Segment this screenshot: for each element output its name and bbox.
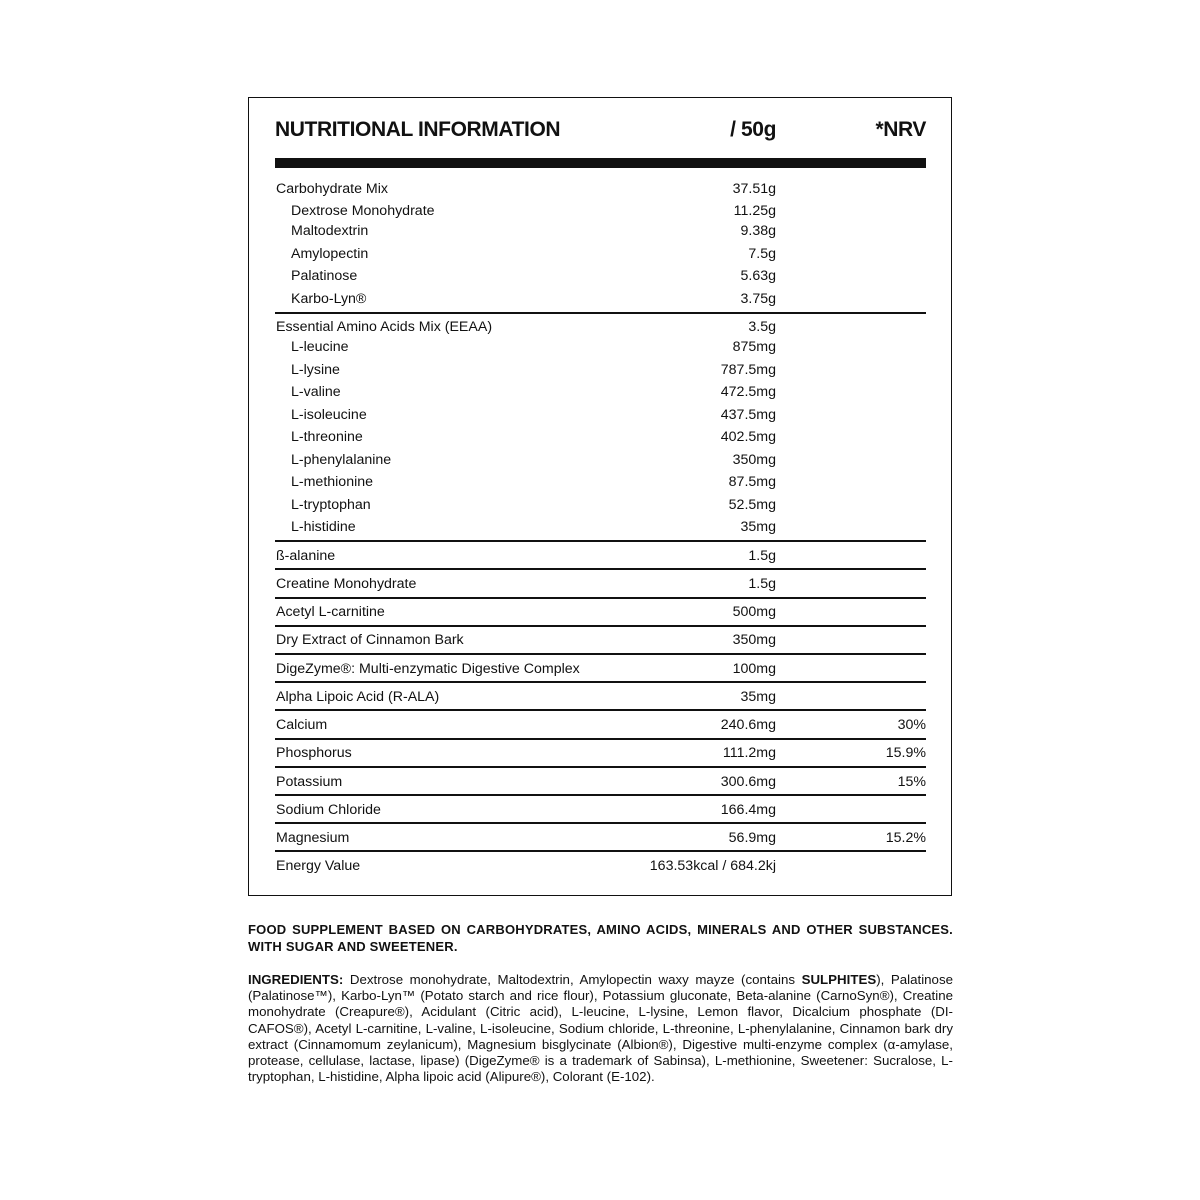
nutrient-name: L-tryptophan <box>291 497 371 513</box>
table-row <box>275 629 926 651</box>
nutrient-amount: 163.53kcal / 684.2kj <box>649 858 776 874</box>
table-row <box>275 200 926 222</box>
table-row <box>275 316 926 338</box>
row-divider <box>275 540 926 542</box>
row-divider <box>275 653 926 655</box>
nutrient-amount: 350mg <box>732 632 776 648</box>
nutrient-amount: 9.38g <box>740 223 776 239</box>
row-divider <box>275 766 926 768</box>
table-row <box>275 742 926 764</box>
nutrient-amount: 402.5mg <box>720 429 776 445</box>
table-row <box>275 449 926 471</box>
row-divider <box>275 597 926 599</box>
nutrient-amount: 3.75g <box>740 291 776 307</box>
table-row <box>275 288 926 310</box>
nutrient-amount: 11.25g <box>733 203 776 219</box>
table-row <box>275 799 926 821</box>
nutrient-amount: 787.5mg <box>720 362 776 378</box>
table-row <box>275 494 926 516</box>
table-row <box>275 771 926 793</box>
row-divider <box>275 568 926 570</box>
row-divider <box>275 794 926 796</box>
nutrient-name: Carbohydrate Mix <box>276 181 388 197</box>
nutrient-amount: 1.5g <box>748 576 776 592</box>
nutrient-name: L-threonine <box>291 429 363 445</box>
table-row <box>275 471 926 493</box>
row-divider <box>275 681 926 683</box>
nutrient-nrv: 15.9% <box>885 745 926 761</box>
nutrient-amount: 875mg <box>732 339 776 355</box>
allergen-sulphites: SULPHITES <box>801 972 877 987</box>
nutrient-name: Amylopectin <box>291 246 369 262</box>
nutrient-nrv: 15% <box>897 774 926 790</box>
table-row <box>275 545 926 567</box>
table-row <box>275 265 926 287</box>
nutrient-amount: 472.5mg <box>720 384 776 400</box>
nutrient-name: Sodium Chloride <box>276 802 381 818</box>
ingredients-paragraph <box>248 972 953 1085</box>
nutrient-name: Magnesium <box>276 830 350 846</box>
table-row <box>275 686 926 708</box>
row-divider <box>275 709 926 711</box>
nutrient-name: Acetyl L-carnitine <box>276 604 385 620</box>
nutrient-name: L-valine <box>291 384 341 400</box>
nutrient-amount: 52.5mg <box>728 497 776 513</box>
nutrient-name: Essential Amino Acids Mix (EEAA) <box>276 319 493 335</box>
nutrient-name: Energy Value <box>276 858 361 874</box>
nutrient-name: Dry Extract of Cinnamon Bark <box>276 632 464 648</box>
table-row <box>275 243 926 265</box>
nutrient-name: Alpha Lipoic Acid (R-ALA) <box>276 689 440 705</box>
table-title: NUTRITIONAL INFORMATION <box>275 118 561 141</box>
nutrient-name: L-histidine <box>291 519 356 535</box>
nutrient-amount: 300.6mg <box>720 774 776 790</box>
nutrient-amount: 111.2mg <box>722 745 776 761</box>
nutrient-amount: 7.5g <box>748 246 776 262</box>
nutrient-name: Potassium <box>276 774 343 790</box>
nutrient-name: L-isoleucine <box>291 407 367 423</box>
row-divider <box>275 822 926 824</box>
table-row <box>275 601 926 623</box>
row-divider <box>275 312 926 314</box>
table-row <box>275 714 926 736</box>
nutrient-amount: 35mg <box>740 689 776 705</box>
row-divider <box>275 850 926 852</box>
table-row <box>275 336 926 358</box>
nutrient-name: Maltodextrin <box>291 223 369 239</box>
nutrient-amount: 166.4mg <box>720 802 776 818</box>
nutrient-amount: 350mg <box>732 452 776 468</box>
table-row <box>275 381 926 403</box>
nutrient-name: L-lysine <box>291 362 340 378</box>
nutrient-name: Creatine Monohydrate <box>276 576 417 592</box>
ingredients-text-2: ), Palatinose (Palatinose™), Karbo-Lyn™ (Potato starch and rice flour), Potassium gluconate, Beta-alanine (CarnoSyn®), Creatine monohydrate (Creapure®), Acidulant (Citric acid), L-leucine, L-lysine, Lemon flavor, Dicalcium phosphate (DI-CAFOS®), Acetyl L-carnitine, L-valine, L-isoleucine, Sodium chloride, L-threonine, L-phenylalanine, Cinnamon bark dry extract (Cinnamomum zeylanicum), Magnesium bisglycinate (Albion®), Digestive multi-enzyme complex (α-amylase, protease, cellulase, lactase, lipase) (DigeZyme® is a trademark of Sabinsa), L-methionine, Sweetener: Sucralose, L-tryptophan, L-histidine, Alpha lipoic acid (Alipure®), Colorant (E-102). <box>248 972 953 1085</box>
nutrient-name: Palatinose <box>291 268 358 284</box>
nutrient-nrv: 15.2% <box>885 830 926 846</box>
nutrient-name: Phosphorus <box>276 745 352 761</box>
nutrient-amount: 5.63g <box>740 268 776 284</box>
ingredients-text-1: Dextrose monohydrate, Maltodextrin, Amylopectin waxy mayze (contains <box>343 972 802 987</box>
per-serving-header: / 50g <box>730 118 776 141</box>
nutrient-amount: 437.5mg <box>720 407 776 423</box>
nutrient-amount: 87.5mg <box>728 474 776 490</box>
nutrient-name: Karbo-Lyn® <box>291 291 367 307</box>
table-row <box>275 658 926 680</box>
table-row <box>275 426 926 448</box>
nutrient-amount: 240.6mg <box>720 717 776 733</box>
nutrient-amount: 100mg <box>732 661 776 677</box>
table-row <box>275 855 926 877</box>
nutrient-name: L-leucine <box>291 339 349 355</box>
nutrient-name: ß-alanine <box>276 548 336 564</box>
table-row <box>275 404 926 426</box>
table-row <box>275 220 926 242</box>
nutrient-amount: 37.51g <box>732 181 776 197</box>
nutrient-name: Dextrose Monohydrate <box>291 203 435 219</box>
nutrient-amount: 56.9mg <box>728 830 776 846</box>
nutrient-name: L-phenylalanine <box>291 452 392 468</box>
nutrient-name: L-methionine <box>291 474 374 490</box>
nutrient-nrv: 30% <box>897 717 926 733</box>
nutrient-name: Calcium <box>276 717 328 733</box>
nutrient-amount: 1.5g <box>748 548 776 564</box>
header-divider <box>275 158 926 168</box>
ingredients-label: INGREDIENTS: <box>248 972 344 987</box>
nutrient-amount: 500mg <box>732 604 776 620</box>
table-row <box>275 573 926 595</box>
row-divider <box>275 738 926 740</box>
nutrient-name: DigeZyme®: Multi-enzymatic Digestive Complex <box>276 661 580 677</box>
table-row <box>275 827 926 849</box>
row-divider <box>275 625 926 627</box>
table-row <box>275 359 926 381</box>
table-row <box>275 178 926 200</box>
table-row <box>275 516 926 538</box>
nutrient-amount: 3.5g <box>748 319 776 335</box>
nrv-header: *NRV <box>875 118 926 141</box>
nutrient-amount: 35mg <box>740 519 776 535</box>
supplement-statement: FOOD SUPPLEMENT BASED ON CARBOHYDRATES, AMINO ACIDS, MINERALS AND OTHER SUBSTANCES. WITH SUGAR AND SWEETENER. <box>248 922 953 954</box>
